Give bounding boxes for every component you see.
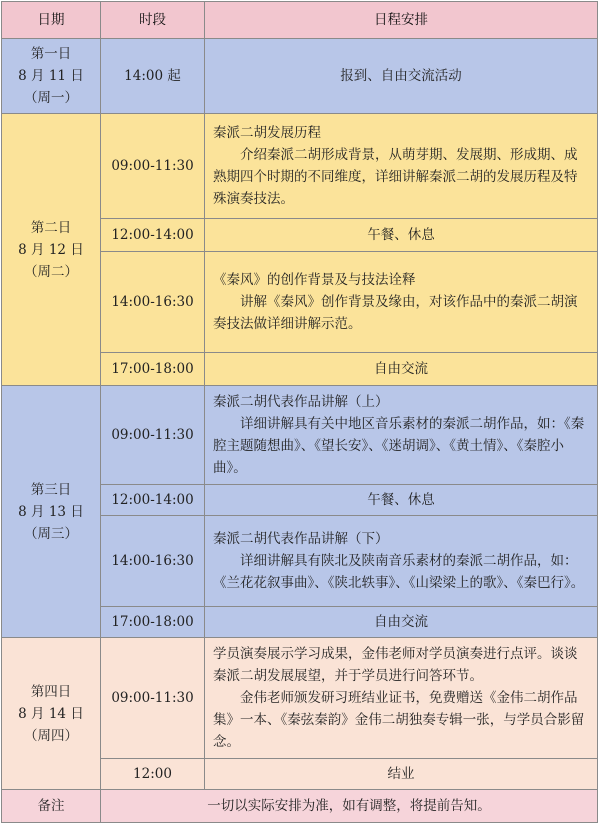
session-body: 详细讲解具有关中地区音乐素材的秦派二胡作品，如：《秦腔主题随想曲》、《望长安》、《迷胡调》、《黄土情》、《秦腔小曲》。 — [213, 416, 585, 476]
session-title: 秦派二胡代表作品讲解（下） — [213, 531, 389, 547]
time-cell: 12:00 — [101, 759, 205, 790]
day-label: 第四日 — [30, 683, 72, 700]
session-title: 秦派二胡代表作品讲解（上） — [213, 394, 389, 410]
day-label: 第三日 — [30, 481, 72, 498]
schedule-cell: 自由交流 — [205, 607, 598, 638]
schedule-cell: 自由交流 — [205, 353, 598, 386]
header-schedule: 日程安排 — [205, 2, 598, 39]
day-weekday: （周二） — [24, 263, 78, 280]
day-date: 8 月 14 日 — [18, 705, 84, 722]
day-weekday: （周三） — [24, 525, 78, 542]
day2-row-1 — [2, 114, 598, 219]
day2-date — [2, 114, 101, 386]
day1-date — [2, 39, 101, 114]
note-row — [2, 790, 598, 823]
schedule-table — [1, 1, 598, 823]
time-cell: 09:00-11:30 — [101, 386, 205, 485]
day3-date — [2, 386, 101, 638]
note-label: 备注 — [2, 790, 101, 823]
schedule-cell: 报到、自由交流活动 — [205, 39, 598, 114]
session-body: 介绍秦派二胡形成背景，从萌芽期、发展期、形成期、成熟期四个时期的不同维度，详细讲解秦派二胡的发展历程及特殊演奏技法。 — [213, 147, 578, 207]
header-row — [2, 2, 598, 39]
header-date: 日期 — [2, 2, 101, 39]
schedule-cell — [205, 114, 598, 219]
day-weekday: （周一） — [24, 90, 78, 106]
time-cell: 09:00-11:30 — [101, 114, 205, 219]
session-title: 秦派二胡发展历程 — [213, 125, 321, 141]
schedule-cell — [205, 516, 598, 607]
day-label: 第一日 — [30, 46, 72, 62]
day4-row-1 — [2, 638, 598, 759]
day-date: 8 月 11 日 — [18, 68, 84, 84]
schedule-cell: 结业 — [205, 759, 598, 790]
session-text: 学员演奏展示学习成果，金伟老师对学员演奏进行点评。谈谈秦派二胡发展展望，并于学员进行问答环节。 — [213, 646, 578, 684]
time-cell: 12:00-14:00 — [101, 219, 205, 252]
time-cell: 17:00-18:00 — [101, 353, 205, 386]
day-date: 8 月 13 日 — [18, 503, 84, 520]
day4-date — [2, 638, 101, 790]
time-cell: 12:00-14:00 — [101, 485, 205, 516]
time-cell: 14:00 起 — [101, 39, 205, 114]
session-title: 《秦风》的创作背景及与技法诠释 — [213, 272, 416, 288]
header-time: 时段 — [101, 2, 205, 39]
note-text: 一切以实际安排为准，如有调整，将提前告知。 — [101, 790, 598, 823]
day-date: 8 月 12 日 — [18, 241, 84, 258]
time-cell: 14:00-16:30 — [101, 252, 205, 353]
day3-row-1 — [2, 386, 598, 485]
day-weekday: （周四） — [24, 727, 78, 744]
time-cell: 14:00-16:30 — [101, 516, 205, 607]
time-cell: 09:00-11:30 — [101, 638, 205, 759]
session-body: 讲解《秦风》创作背景及缘由，对该作品中的秦派二胡演奏技法做详细讲解示范。 — [213, 294, 578, 332]
session-body: 金伟老师颁发研习班结业证书，免费赠送《金伟二胡作品集》一本、《秦弦秦韵》金伟二胡独奏专辑一张，与学员合影留念。 — [213, 690, 585, 750]
schedule-cell: 午餐、休息 — [205, 219, 598, 252]
session-body: 详细讲解具有陕北及陕南音乐素材的秦派二胡作品，如：《兰花花叙事曲》、《陕北轶事》、《山梁梁上的歌》、《秦巴行》。 — [213, 553, 585, 591]
day1-row — [2, 39, 598, 114]
day-label: 第二日 — [30, 219, 72, 236]
schedule-cell — [205, 386, 598, 485]
schedule-cell — [205, 252, 598, 353]
schedule-cell: 午餐、休息 — [205, 485, 598, 516]
time-cell: 17:00-18:00 — [101, 607, 205, 638]
schedule-cell — [205, 638, 598, 759]
